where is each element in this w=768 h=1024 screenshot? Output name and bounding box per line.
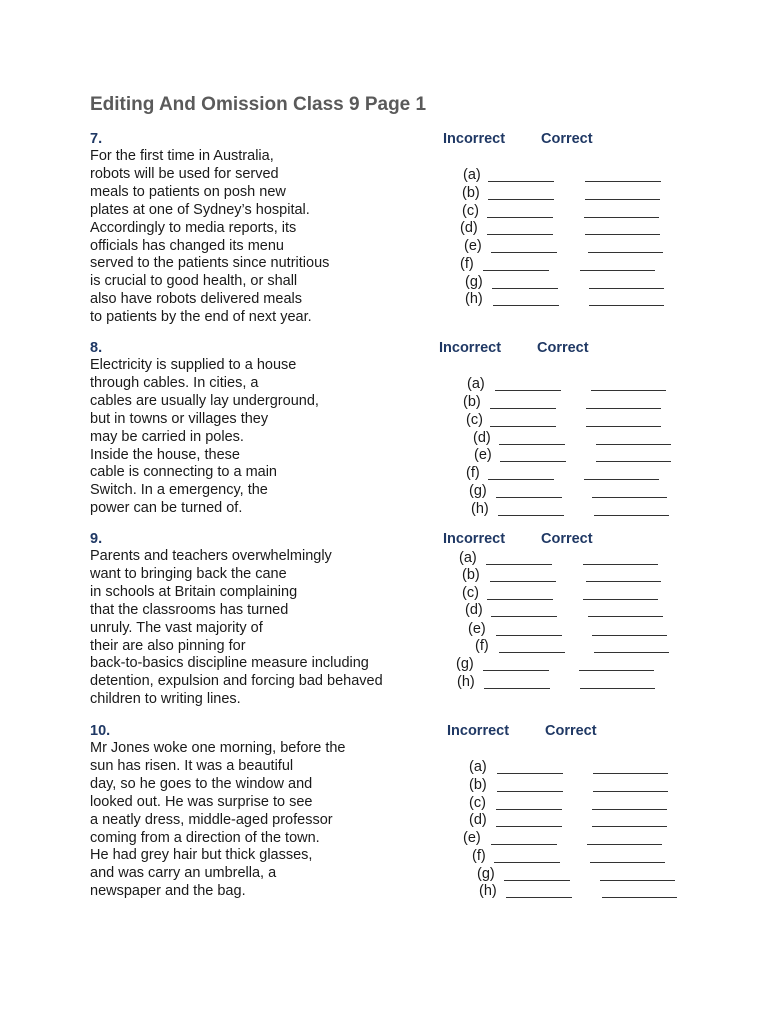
passage-line: cables are usually lay underground, (90, 392, 319, 409)
correct-column-header: Correct (541, 531, 593, 547)
answer-label: (h) (471, 501, 489, 517)
passage (90, 148, 329, 327)
incorrect-blank[interactable] (490, 581, 556, 582)
answer-label: (b) (463, 394, 481, 410)
answer-row-c (462, 585, 479, 602)
correct-blank[interactable] (589, 305, 664, 306)
correct-blank[interactable] (602, 897, 677, 898)
passage-line: in schools at Britain complaining (90, 583, 298, 600)
incorrect-column-header: Incorrect (443, 531, 506, 547)
correct-column-header: Correct (545, 723, 597, 739)
answer-row-f (460, 256, 474, 273)
passage (90, 740, 346, 901)
correct-blank[interactable] (585, 199, 660, 200)
answer-label: (c) (462, 203, 479, 219)
correct-blank[interactable] (594, 652, 669, 653)
answer-row-c (466, 412, 483, 429)
answer-label: (e) (474, 447, 492, 463)
passage-line: back-to-basics discipline measure including (90, 655, 369, 672)
incorrect-blank[interactable] (491, 616, 557, 617)
incorrect-blank[interactable] (484, 688, 550, 689)
passage-line: Switch. In a emergency, the (90, 482, 268, 499)
passage-line: want to bringing back the cane (90, 565, 287, 582)
answer-label: (c) (469, 795, 486, 811)
passage-line: Electricity is supplied to a house (90, 357, 297, 373)
correct-blank[interactable] (586, 426, 661, 427)
passage-line: robots will be used for served (90, 165, 279, 182)
passage (90, 548, 383, 709)
answer-label: (g) (456, 656, 474, 672)
answer-row-h (471, 501, 489, 518)
passage-line: to patients by the end of next year. (90, 309, 312, 326)
correct-blank[interactable] (591, 390, 666, 391)
correct-blank[interactable] (600, 880, 675, 881)
passage-line: Mr Jones woke one morning, before the (90, 740, 346, 756)
answer-row-b (462, 185, 480, 202)
correct-blank[interactable] (589, 288, 664, 289)
incorrect-blank[interactable] (487, 599, 553, 600)
passage-line: their are also pinning for (90, 637, 246, 654)
passage-line: newspaper and the bag. (90, 883, 246, 900)
incorrect-blank[interactable] (487, 217, 553, 218)
answer-row-g (456, 656, 474, 673)
incorrect-blank[interactable] (490, 408, 556, 409)
answer-label: (b) (462, 185, 480, 201)
passage-line: a neatly dress, middle-aged professor (90, 811, 333, 828)
answer-row-d (460, 220, 478, 237)
answer-row-d (473, 430, 491, 447)
incorrect-blank[interactable] (487, 234, 553, 235)
answer-label: (b) (462, 567, 480, 583)
answer-row-d (465, 602, 483, 619)
correct-blank[interactable] (579, 670, 654, 671)
passage-line: through cables. In cities, a (90, 374, 259, 391)
answer-row-e (468, 621, 486, 638)
correct-blank[interactable] (594, 515, 669, 516)
passage-line: He had grey hair but thick glasses, (90, 847, 313, 864)
answer-row-b (469, 777, 487, 794)
passage-line: unruly. The vast majority of (90, 619, 263, 636)
question-number: 7. (90, 131, 103, 147)
passage-line: is crucial to good health, or shall (90, 273, 298, 290)
incorrect-blank[interactable] (483, 670, 549, 671)
answer-label: (e) (464, 238, 482, 254)
incorrect-blank[interactable] (494, 862, 560, 863)
answer-label: (d) (465, 602, 483, 618)
correct-blank[interactable] (592, 809, 667, 810)
answer-label: (c) (466, 412, 483, 428)
incorrect-blank[interactable] (495, 390, 561, 391)
question-number: 10. (90, 723, 111, 739)
answer-label: (d) (460, 220, 478, 236)
correct-blank[interactable] (588, 616, 663, 617)
incorrect-blank[interactable] (491, 844, 557, 845)
passage-line: detention, expulsion and forcing bad behaved (90, 673, 383, 690)
incorrect-column-header: Incorrect (443, 131, 506, 147)
passage-line: and was carry an umbrella, a (90, 865, 277, 882)
answer-row-f (472, 848, 486, 865)
passage-line: coming from a direction of the town. (90, 829, 320, 846)
correct-blank[interactable] (588, 252, 663, 253)
answer-row-h (457, 674, 475, 691)
passage-line: Inside the house, these (90, 446, 240, 463)
incorrect-blank[interactable] (497, 773, 563, 774)
correct-blank[interactable] (596, 461, 671, 462)
correct-blank[interactable] (583, 599, 658, 600)
answer-row-e (464, 238, 482, 255)
correct-blank[interactable] (585, 181, 661, 182)
answer-label: (c) (462, 585, 479, 601)
answer-label: (h) (457, 674, 475, 690)
passage-line: also have robots delivered meals (90, 291, 302, 308)
answer-label: (d) (473, 430, 491, 446)
incorrect-blank[interactable] (504, 880, 570, 881)
incorrect-blank[interactable] (488, 199, 554, 200)
answer-label: (a) (459, 550, 477, 566)
answer-row-g (465, 274, 483, 291)
passage (90, 357, 319, 518)
passage-line: that the classrooms has turned (90, 601, 289, 618)
incorrect-blank[interactable] (492, 288, 558, 289)
answer-row-f (475, 638, 489, 655)
answer-row-h (465, 291, 483, 308)
incorrect-blank[interactable] (496, 809, 562, 810)
correct-blank[interactable] (596, 444, 671, 445)
incorrect-blank[interactable] (497, 791, 563, 792)
incorrect-blank[interactable] (488, 181, 554, 182)
answer-label: (e) (463, 830, 481, 846)
answer-label: (a) (469, 759, 487, 775)
passage-line: looked out. He was surprise to see (90, 793, 313, 810)
passage-line: children to writing lines. (90, 691, 241, 708)
passage-line: but in towns or villages they (90, 410, 269, 427)
correct-blank[interactable] (583, 564, 658, 565)
answer-row-e (463, 830, 481, 847)
answer-label: (h) (465, 291, 483, 307)
answer-row-a (459, 550, 477, 567)
passage-line: Accordingly to media reports, its (90, 219, 297, 236)
correct-blank[interactable] (584, 217, 659, 218)
correct-blank[interactable] (586, 581, 661, 582)
incorrect-blank[interactable] (488, 479, 554, 480)
passage-line: cable is connecting to a main (90, 464, 277, 481)
answer-row-d (469, 812, 487, 829)
correct-blank[interactable] (593, 791, 668, 792)
incorrect-blank[interactable] (490, 426, 556, 427)
correct-blank[interactable] (592, 635, 667, 636)
passage-line: day, so he goes to the window and (90, 775, 313, 792)
answer-label: (g) (477, 866, 495, 882)
incorrect-blank[interactable] (486, 564, 552, 565)
answer-label: (b) (469, 777, 487, 793)
passage-line: served to the patients since nutritious (90, 255, 330, 272)
incorrect-blank[interactable] (483, 270, 549, 271)
incorrect-blank[interactable] (499, 652, 565, 653)
answer-label: (f) (460, 256, 474, 272)
passage-line: power can be turned of. (90, 500, 243, 517)
passage-line: meals to patients on posh new (90, 183, 286, 200)
answer-label: (d) (469, 812, 487, 828)
correct-column-header: Correct (541, 131, 593, 147)
question-number: 9. (90, 531, 103, 547)
answer-label: (g) (465, 274, 483, 290)
incorrect-blank[interactable] (498, 515, 564, 516)
passage-line: officials has changed its menu (90, 237, 284, 254)
passage-line: For the first time in Australia, (90, 148, 274, 164)
correct-column-header: Correct (537, 340, 589, 356)
correct-blank[interactable] (580, 688, 655, 689)
correct-blank[interactable] (592, 497, 667, 498)
correct-blank[interactable] (580, 270, 655, 271)
answer-row-c (469, 795, 486, 812)
answer-label: (f) (472, 848, 486, 864)
incorrect-column-header: Incorrect (439, 340, 502, 356)
answer-row-a (467, 376, 485, 393)
answer-row-g (469, 483, 487, 500)
passage-line: may be carried in poles. (90, 428, 244, 445)
incorrect-column-header: Incorrect (447, 723, 510, 739)
passage-line: sun has risen. It was a beautiful (90, 757, 294, 774)
incorrect-blank[interactable] (506, 897, 572, 898)
answer-label: (a) (467, 376, 485, 392)
answer-row-e (474, 447, 492, 464)
correct-blank[interactable] (590, 862, 665, 863)
correct-blank[interactable] (586, 408, 661, 409)
answer-row-a (469, 759, 487, 776)
correct-blank[interactable] (587, 844, 662, 845)
answer-row-g (477, 866, 495, 883)
answer-label: (g) (469, 483, 487, 499)
correct-blank[interactable] (593, 773, 668, 774)
incorrect-blank[interactable] (499, 444, 565, 445)
incorrect-blank[interactable] (496, 635, 562, 636)
answer-row-c (462, 203, 479, 220)
passage-line: plates at one of Sydney’s hospital. (90, 201, 310, 218)
answer-label: (f) (466, 465, 480, 481)
answer-row-f (466, 465, 480, 482)
correct-blank[interactable] (584, 479, 659, 480)
answer-row-b (462, 567, 480, 584)
answer-label: (e) (468, 621, 486, 637)
incorrect-blank[interactable] (496, 826, 562, 827)
answer-row-h (479, 883, 497, 900)
page-title: Editing And Omission Class 9 Page 1 (90, 94, 427, 115)
answer-row-a (463, 167, 481, 184)
answer-label: (f) (475, 638, 489, 654)
incorrect-blank[interactable] (500, 461, 566, 462)
correct-blank[interactable] (592, 826, 667, 827)
question-number: 8. (90, 340, 103, 356)
answer-label: (h) (479, 883, 497, 899)
incorrect-blank[interactable] (496, 497, 562, 498)
passage-line: Parents and teachers overwhelmingly (90, 548, 332, 564)
answer-row-b (463, 394, 481, 411)
answer-label: (a) (463, 167, 481, 183)
incorrect-blank[interactable] (491, 252, 557, 253)
correct-blank[interactable] (585, 234, 660, 235)
incorrect-blank[interactable] (493, 305, 559, 306)
